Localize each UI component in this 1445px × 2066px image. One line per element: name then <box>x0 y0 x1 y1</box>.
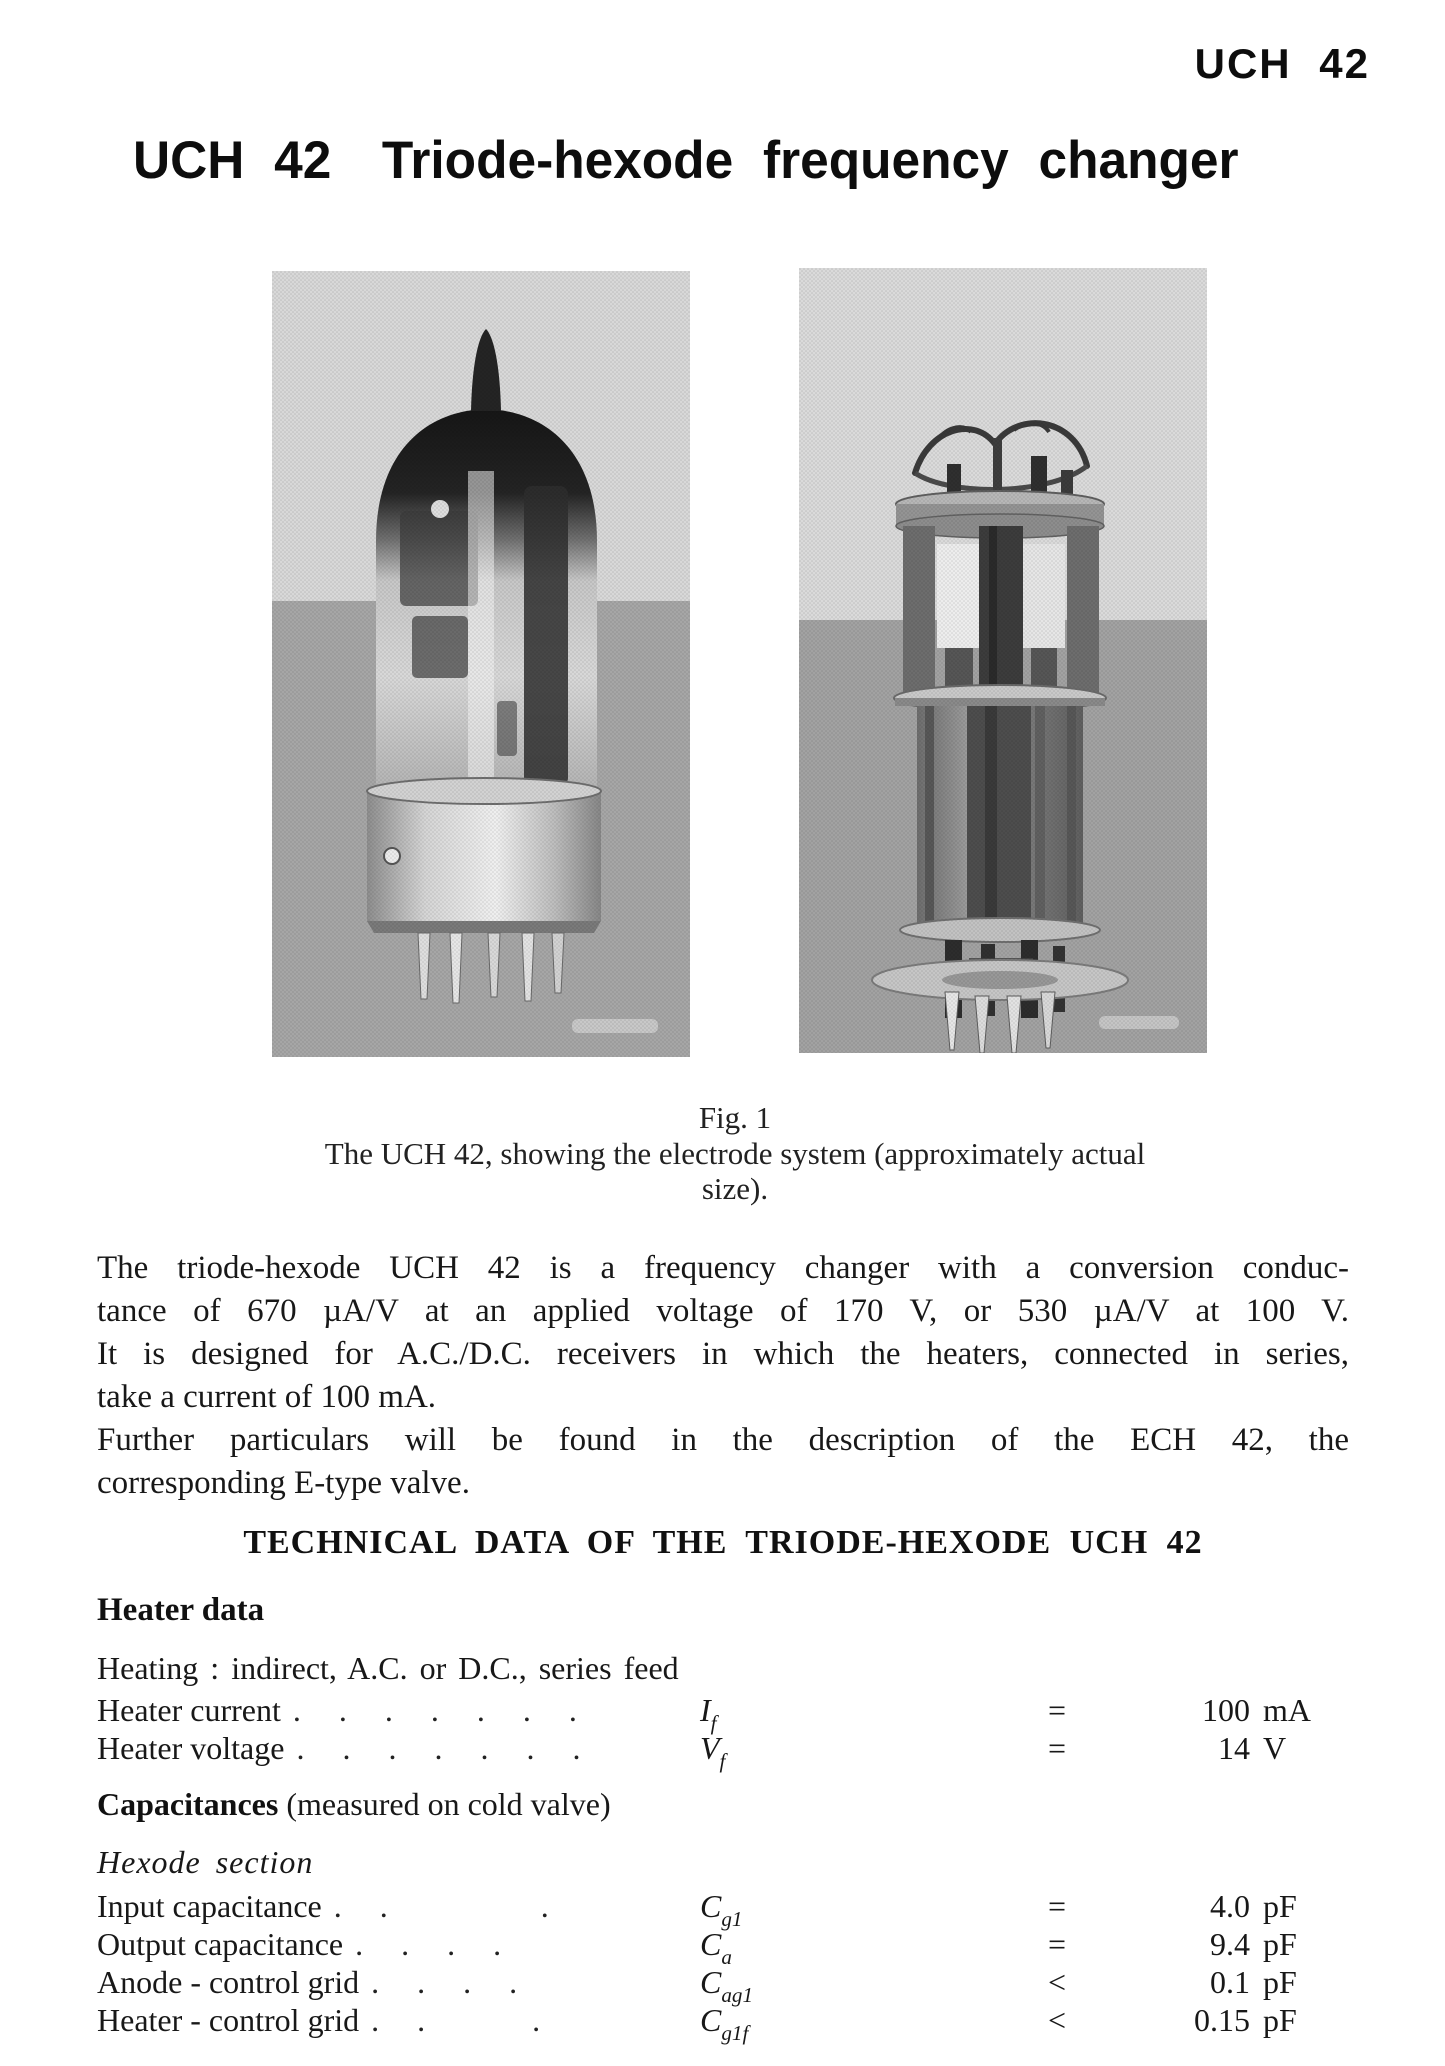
spec-symbol: $I_f$ <box>700 1692 717 1736</box>
spec-label: Output capacitance . . . . <box>97 1926 517 1962</box>
photo-electrode-system <box>799 268 1207 1053</box>
spec-value: 0.1 <box>1210 1964 1250 2000</box>
intro-paragraph <box>97 1247 1349 1505</box>
electrode-system-illustration <box>799 268 1207 1053</box>
title-model: UCH 42 <box>133 131 332 190</box>
capacitances-title-bold: Capacitances <box>97 1786 279 1822</box>
spec-relation: = <box>1047 1730 1067 1766</box>
intro-line: corresponding E-type valve. <box>97 1465 470 1501</box>
heater-spec-rows <box>97 1692 1349 1774</box>
capacitances-title <box>97 1786 611 1823</box>
spec-unit: pF <box>1263 1888 1297 1924</box>
page-header-model: UCH 42 <box>1194 40 1370 87</box>
spec-label: Anode - control grid . . . . <box>97 1964 533 2000</box>
spec-label: Heater current . . . . . . . <box>97 1692 592 1728</box>
spec-relation: < <box>1047 2002 1067 2038</box>
spec-relation: = <box>1047 1692 1067 1728</box>
spec-row <box>97 1692 1349 1736</box>
spec-row <box>97 2002 1349 2046</box>
heater-data-title: Heater data <box>97 1592 265 1628</box>
hexode-section-title: Hexode section <box>97 1844 314 1880</box>
intro-line: Further particulars will be found in the description of the ECH 42, the <box>97 1422 1349 1458</box>
intro-line: The triode-hexode UCH 42 is a frequency changer with a conversion conduc- <box>97 1250 1349 1286</box>
spec-unit: pF <box>1263 1926 1297 1962</box>
heating-description: Heating : indirect, A.C. or D.C., series feed <box>97 1650 679 1686</box>
spec-label: Input capacitance . . . <box>97 1888 564 1924</box>
title-name: Triode-hexode frequency changer <box>381 131 1239 190</box>
spec-label: Heater voltage . . . . . . . <box>97 1730 596 1766</box>
spec-relation: = <box>1047 1926 1067 1962</box>
spec-symbol: $C_a$ <box>700 1926 732 1970</box>
spec-value: 14 <box>1218 1730 1250 1766</box>
spec-unit: pF <box>1263 1964 1297 2000</box>
spec-row <box>97 1730 1349 1774</box>
spec-relation: < <box>1047 1964 1067 2000</box>
intro-line: tance of 670 µA/V at an applied voltage of 170 V, or 530 µA/V at 100 V. <box>97 1293 1349 1329</box>
figure-number: Fig. 1 <box>698 1100 772 1135</box>
spec-symbol: $C_{g1f}$ <box>700 2002 749 2046</box>
spec-row <box>97 1964 1349 2008</box>
spec-row <box>97 1926 1349 1970</box>
spec-symbol: $C_{g1}$ <box>700 1888 743 1932</box>
spec-symbol: $V_f$ <box>700 1730 726 1774</box>
photo-valve-exterior <box>272 271 690 1057</box>
figure-caption-line2: size). <box>701 1171 769 1206</box>
spec-label: Heater - control grid . . . <box>97 2002 556 2038</box>
intro-line: take a current of 100 mA. <box>97 1379 437 1415</box>
valve-exterior-illustration <box>272 271 690 1057</box>
figure-caption-line1: The UCH 42, showing the electrode system (approximately actual <box>324 1136 1146 1171</box>
spec-value: 9.4 <box>1210 1926 1250 1962</box>
spec-row <box>97 1888 1349 1932</box>
spec-value: 4.0 <box>1210 1888 1250 1924</box>
capacitances-title-rest: (measured on cold valve) <box>278 1786 611 1822</box>
spec-symbol: $C_{ag1}$ <box>700 1964 754 2008</box>
spec-unit: V <box>1263 1730 1287 1766</box>
spec-relation: = <box>1047 1888 1067 1924</box>
page-title <box>133 130 1238 191</box>
spec-value: 100 <box>1202 1692 1250 1728</box>
capacitance-spec-rows <box>97 1888 1349 2046</box>
spec-unit: pF <box>1263 2002 1297 2038</box>
intro-line: It is designed for A.C./D.C. receivers in which the heaters, connected in series, <box>97 1336 1349 1372</box>
technical-data-heading: TECHNICAL DATA OF THE TRIODE-HEXODE UCH 42 <box>243 1524 1203 1561</box>
spec-value: 0.15 <box>1194 2002 1250 2038</box>
spec-unit: mA <box>1263 1692 1311 1728</box>
